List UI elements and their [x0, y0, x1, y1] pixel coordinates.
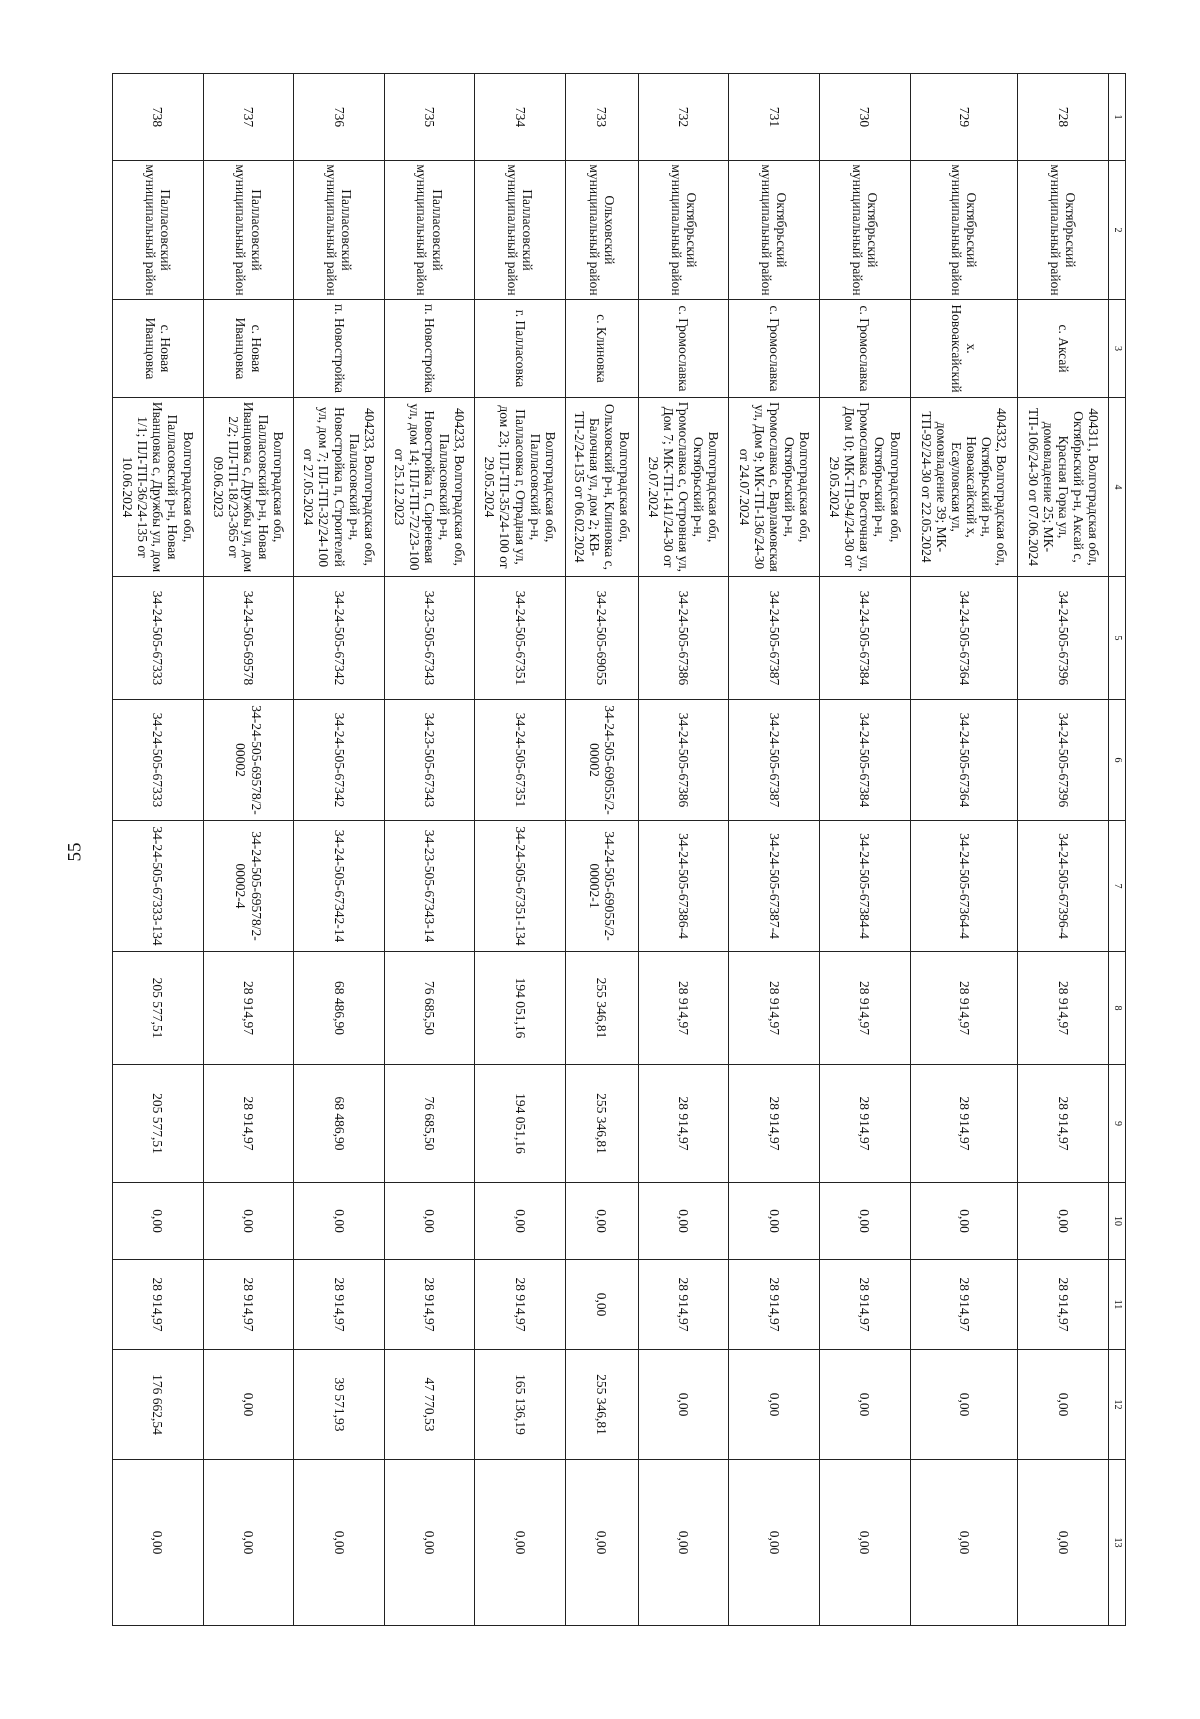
- amount-12-cell: 0,00: [729, 1350, 820, 1460]
- amount-13-cell: 0,00: [203, 1460, 294, 1626]
- code-7-cell: 34-24-505-69578/2-00002-4: [203, 821, 294, 952]
- column-number: 5: [1109, 577, 1126, 700]
- locality-cell: п. Новостройка: [384, 300, 475, 398]
- amount-10-cell: 0,00: [638, 1183, 729, 1260]
- amount-8-cell: 28 914,97: [1018, 952, 1109, 1065]
- row-number: 734: [475, 74, 566, 161]
- table-row: [475, 74, 566, 1626]
- code-5-cell: 34-24-505-67396: [1018, 577, 1109, 700]
- amount-8-cell: 28 914,97: [910, 952, 1018, 1065]
- amount-10-cell: 0,00: [203, 1183, 294, 1260]
- amount-9-cell: 68 486,90: [294, 1065, 385, 1183]
- table-row: [294, 74, 385, 1626]
- district-cell: Палласовский муниципальный район: [384, 161, 475, 300]
- row-number: 730: [819, 74, 910, 161]
- amount-10-cell: 0,00: [384, 1183, 475, 1260]
- amount-13-cell: 0,00: [475, 1460, 566, 1626]
- code-7-cell: 34-24-505-67351-134: [475, 821, 566, 952]
- amount-11-cell: 28 914,97: [113, 1260, 204, 1350]
- amount-9-cell: 194 051,16: [475, 1065, 566, 1183]
- amount-11-cell: 0,00: [565, 1260, 638, 1350]
- locality-cell: с. Новая Иванцовка: [203, 300, 294, 398]
- district-cell: Октябрьский муниципальный район: [729, 161, 820, 300]
- column-number: 8: [1109, 952, 1126, 1065]
- column-number: 11: [1109, 1260, 1126, 1350]
- row-number: 735: [384, 74, 475, 161]
- column-number: 10: [1109, 1183, 1126, 1260]
- locality-cell: г. Палласовка: [475, 300, 566, 398]
- column-number: 9: [1109, 1065, 1126, 1183]
- code-5-cell: 34-24-505-67351: [475, 577, 566, 700]
- locality-cell: п. Новостройка: [294, 300, 385, 398]
- code-6-cell: 34-24-505-69578/2-00002: [203, 700, 294, 821]
- amount-12-cell: 0,00: [203, 1350, 294, 1460]
- column-number: 7: [1109, 821, 1126, 952]
- amount-11-cell: 28 914,97: [910, 1260, 1018, 1350]
- code-6-cell: 34-24-505-67333: [113, 700, 204, 821]
- amount-9-cell: 205 577,51: [113, 1065, 204, 1183]
- amount-11-cell: 28 914,97: [475, 1260, 566, 1350]
- table-row: [819, 74, 910, 1626]
- row-number: 733: [565, 74, 638, 161]
- amount-8-cell: 28 914,97: [729, 952, 820, 1065]
- rotated-table-container: [112, 73, 1126, 1625]
- amount-8-cell: 76 685,50: [384, 952, 475, 1065]
- code-7-cell: 34-23-505-67343-14: [384, 821, 475, 952]
- table-row: [113, 74, 204, 1626]
- amount-9-cell: 28 914,97: [729, 1065, 820, 1183]
- address-cell: 404233, Волгоградская обл, Палласовский р-н, Новостройка п, Строителей ул, дом 7; ПЛ-ТП-32/24-100 от 27.05.2024: [294, 398, 385, 577]
- amount-8-cell: 28 914,97: [203, 952, 294, 1065]
- locality-cell: с. Громославка: [638, 300, 729, 398]
- amount-10-cell: 0,00: [294, 1183, 385, 1260]
- amount-12-cell: 0,00: [638, 1350, 729, 1460]
- amount-8-cell: 194 051,16: [475, 952, 566, 1065]
- code-7-cell: 34-24-505-67386-4: [638, 821, 729, 952]
- amount-11-cell: 28 914,97: [729, 1260, 820, 1350]
- amount-11-cell: 28 914,97: [203, 1260, 294, 1350]
- amount-13-cell: 0,00: [729, 1460, 820, 1626]
- code-6-cell: 34-24-505-67351: [475, 700, 566, 821]
- address-cell: 404311, Волгоградская обл, Октябрьский р-н, Аксай с, Красная Горка ул, домовладение 25; МК-ТП-106/24-30 от 07.06.2024: [1018, 398, 1109, 577]
- address-cell: 404233, Волгоградская обл, Палласовский р-н, Новостройка п, Сиреневая ул, дом 14; ПЛ-ТП-72/23-100 от 25.12.2023: [384, 398, 475, 577]
- table-row: [565, 74, 638, 1626]
- amount-9-cell: 255 346,81: [565, 1065, 638, 1183]
- district-cell: Палласовский муниципальный район: [294, 161, 385, 300]
- code-7-cell: 34-24-505-69055/2-00002-1: [565, 821, 638, 952]
- district-cell: Палласовский муниципальный район: [203, 161, 294, 300]
- amount-12-cell: 0,00: [910, 1350, 1018, 1460]
- amount-9-cell: 28 914,97: [203, 1065, 294, 1183]
- code-7-cell: 34-24-505-67342-14: [294, 821, 385, 952]
- table-row: [1018, 74, 1109, 1626]
- address-cell: Волгоградская обл, Палласовский р-н, Новая Иванцовка с, Дружбы ул, дом 1/1; ПЛ-ТП-36/24-135 от 10.06.2024: [113, 398, 204, 577]
- district-cell: Палласовский муниципальный район: [475, 161, 566, 300]
- amount-9-cell: 28 914,97: [910, 1065, 1018, 1183]
- amount-13-cell: 0,00: [565, 1460, 638, 1626]
- data-table: [112, 73, 1126, 1626]
- amount-12-cell: 0,00: [819, 1350, 910, 1460]
- code-6-cell: 34-24-505-67364: [910, 700, 1018, 821]
- code-5-cell: 34-24-505-67386: [638, 577, 729, 700]
- district-cell: Октябрьский муниципальный район: [638, 161, 729, 300]
- amount-12-cell: 39 571,93: [294, 1350, 385, 1460]
- code-6-cell: 34-23-505-67343: [384, 700, 475, 821]
- amount-10-cell: 0,00: [475, 1183, 566, 1260]
- locality-cell: с. Клиновка: [565, 300, 638, 398]
- code-7-cell: 34-24-505-67396-4: [1018, 821, 1109, 952]
- district-cell: Ольховский муниципальный район: [565, 161, 638, 300]
- row-number: 729: [910, 74, 1018, 161]
- address-cell: Волгоградская обл, Палласовский р-н, Новая Иванцовка с, Дружбы ул, дом 2/2; ПЛ-ТП-18/23-365 от 09.06.2023: [203, 398, 294, 577]
- amount-11-cell: 28 914,97: [819, 1260, 910, 1350]
- code-6-cell: 34-24-505-67384: [819, 700, 910, 821]
- code-5-cell: 34-24-505-69055: [565, 577, 638, 700]
- table-body: [113, 74, 1109, 1626]
- amount-8-cell: 68 486,90: [294, 952, 385, 1065]
- column-number-row: [1109, 74, 1126, 1626]
- amount-8-cell: 28 914,97: [819, 952, 910, 1065]
- amount-12-cell: 47 770,53: [384, 1350, 475, 1460]
- amount-11-cell: 28 914,97: [638, 1260, 729, 1350]
- row-number: 728: [1018, 74, 1109, 161]
- amount-10-cell: 0,00: [565, 1183, 638, 1260]
- column-number: 12: [1109, 1350, 1126, 1460]
- amount-13-cell: 0,00: [819, 1460, 910, 1626]
- code-7-cell: 34-24-505-67384-4: [819, 821, 910, 952]
- amount-8-cell: 28 914,97: [638, 952, 729, 1065]
- amount-10-cell: 0,00: [910, 1183, 1018, 1260]
- amount-9-cell: 28 914,97: [638, 1065, 729, 1183]
- column-number: 6: [1109, 700, 1126, 821]
- amount-10-cell: 0,00: [113, 1183, 204, 1260]
- amount-11-cell: 28 914,97: [384, 1260, 475, 1350]
- code-6-cell: 34-24-505-67387: [729, 700, 820, 821]
- page-number: 55: [64, 842, 86, 862]
- district-cell: Октябрьский муниципальный район: [910, 161, 1018, 300]
- amount-12-cell: 255 346,81: [565, 1350, 638, 1460]
- address-cell: 404332, Волгоградская обл, Октябрьский р-н, Новоаксайский х, Есауловская ул, домовладение 39; МК-ТП-92/24-30 от 22.05.2024: [910, 398, 1018, 577]
- locality-cell: с. Новая Иванцовка: [113, 300, 204, 398]
- code-6-cell: 34-24-505-67386: [638, 700, 729, 821]
- district-cell: Октябрьский муниципальный район: [819, 161, 910, 300]
- table-row: [203, 74, 294, 1626]
- amount-10-cell: 0,00: [729, 1183, 820, 1260]
- amount-12-cell: 176 662,54: [113, 1350, 204, 1460]
- code-6-cell: 34-24-505-67396: [1018, 700, 1109, 821]
- row-number: 737: [203, 74, 294, 161]
- code-5-cell: 34-24-505-69578: [203, 577, 294, 700]
- locality-cell: с. Громославка: [819, 300, 910, 398]
- amount-13-cell: 0,00: [638, 1460, 729, 1626]
- table-row: [638, 74, 729, 1626]
- amount-12-cell: 165 136,19: [475, 1350, 566, 1460]
- code-5-cell: 34-24-505-67342: [294, 577, 385, 700]
- amount-13-cell: 0,00: [910, 1460, 1018, 1626]
- column-number: 1: [1109, 74, 1126, 161]
- column-number: 4: [1109, 398, 1126, 577]
- code-7-cell: 34-24-505-67364-4: [910, 821, 1018, 952]
- code-6-cell: 34-24-505-69055/2-00002: [565, 700, 638, 821]
- address-cell: Волгоградская обл, Октябрьский р-н, Громославка с, Варламовская ул, Дом 9; МК-ТП-136/24-30 от 24.07.2024: [729, 398, 820, 577]
- code-5-cell: 34-23-505-67343: [384, 577, 475, 700]
- column-number: 13: [1109, 1460, 1126, 1626]
- amount-10-cell: 0,00: [819, 1183, 910, 1260]
- table-row: [910, 74, 1018, 1626]
- table-row: [729, 74, 820, 1626]
- amount-13-cell: 0,00: [384, 1460, 475, 1626]
- amount-13-cell: 0,00: [1018, 1460, 1109, 1626]
- code-5-cell: 34-24-505-67333: [113, 577, 204, 700]
- amount-11-cell: 28 914,97: [1018, 1260, 1109, 1350]
- locality-cell: х. Новоаксайский: [910, 300, 1018, 398]
- row-number: 738: [113, 74, 204, 161]
- address-cell: Волгоградская обл, Октябрьский р-н, Громославка с, Восточная ул, Дом 10; МК-ТП-94/24-30 от 29.05.2024: [819, 398, 910, 577]
- amount-12-cell: 0,00: [1018, 1350, 1109, 1460]
- amount-8-cell: 205 577,51: [113, 952, 204, 1065]
- column-number: 2: [1109, 161, 1126, 300]
- code-7-cell: 34-24-505-67387-4: [729, 821, 820, 952]
- table-row: [384, 74, 475, 1626]
- code-6-cell: 34-24-505-67342: [294, 700, 385, 821]
- amount-9-cell: 28 914,97: [1018, 1065, 1109, 1183]
- amount-9-cell: 28 914,97: [819, 1065, 910, 1183]
- code-5-cell: 34-24-505-67387: [729, 577, 820, 700]
- code-5-cell: 34-24-505-67364: [910, 577, 1018, 700]
- row-number: 732: [638, 74, 729, 161]
- amount-9-cell: 76 685,50: [384, 1065, 475, 1183]
- amount-11-cell: 28 914,97: [294, 1260, 385, 1350]
- address-cell: Волгоградская обл, Октябрьский р-н, Громославка с, Островная ул, Дом 7; МК-ТП-141/24-30 от 29.07.2024: [638, 398, 729, 577]
- amount-13-cell: 0,00: [113, 1460, 204, 1626]
- address-cell: Волгоградская обл, Ольховский р-н, Клиновка с, Балочная ул, дом 2; КВ-ТП-2/24-135 от 06.02.2024: [565, 398, 638, 577]
- amount-8-cell: 255 346,81: [565, 952, 638, 1065]
- locality-cell: с. Громославка: [729, 300, 820, 398]
- row-number: 731: [729, 74, 820, 161]
- row-number: 736: [294, 74, 385, 161]
- code-7-cell: 34-24-505-67333-134: [113, 821, 204, 952]
- column-number: 3: [1109, 300, 1126, 398]
- district-cell: Палласовский муниципальный район: [113, 161, 204, 300]
- locality-cell: с. Аксай: [1018, 300, 1109, 398]
- district-cell: Октябрьский муниципальный район: [1018, 161, 1109, 300]
- code-5-cell: 34-24-505-67384: [819, 577, 910, 700]
- amount-10-cell: 0,00: [1018, 1183, 1109, 1260]
- amount-13-cell: 0,00: [294, 1460, 385, 1626]
- address-cell: Волгоградская обл, Палласовский р-н, Палласовка г, Отрадная ул, дом 23; ПЛ-ТП-35/24-100 от 29.05.2024: [475, 398, 566, 577]
